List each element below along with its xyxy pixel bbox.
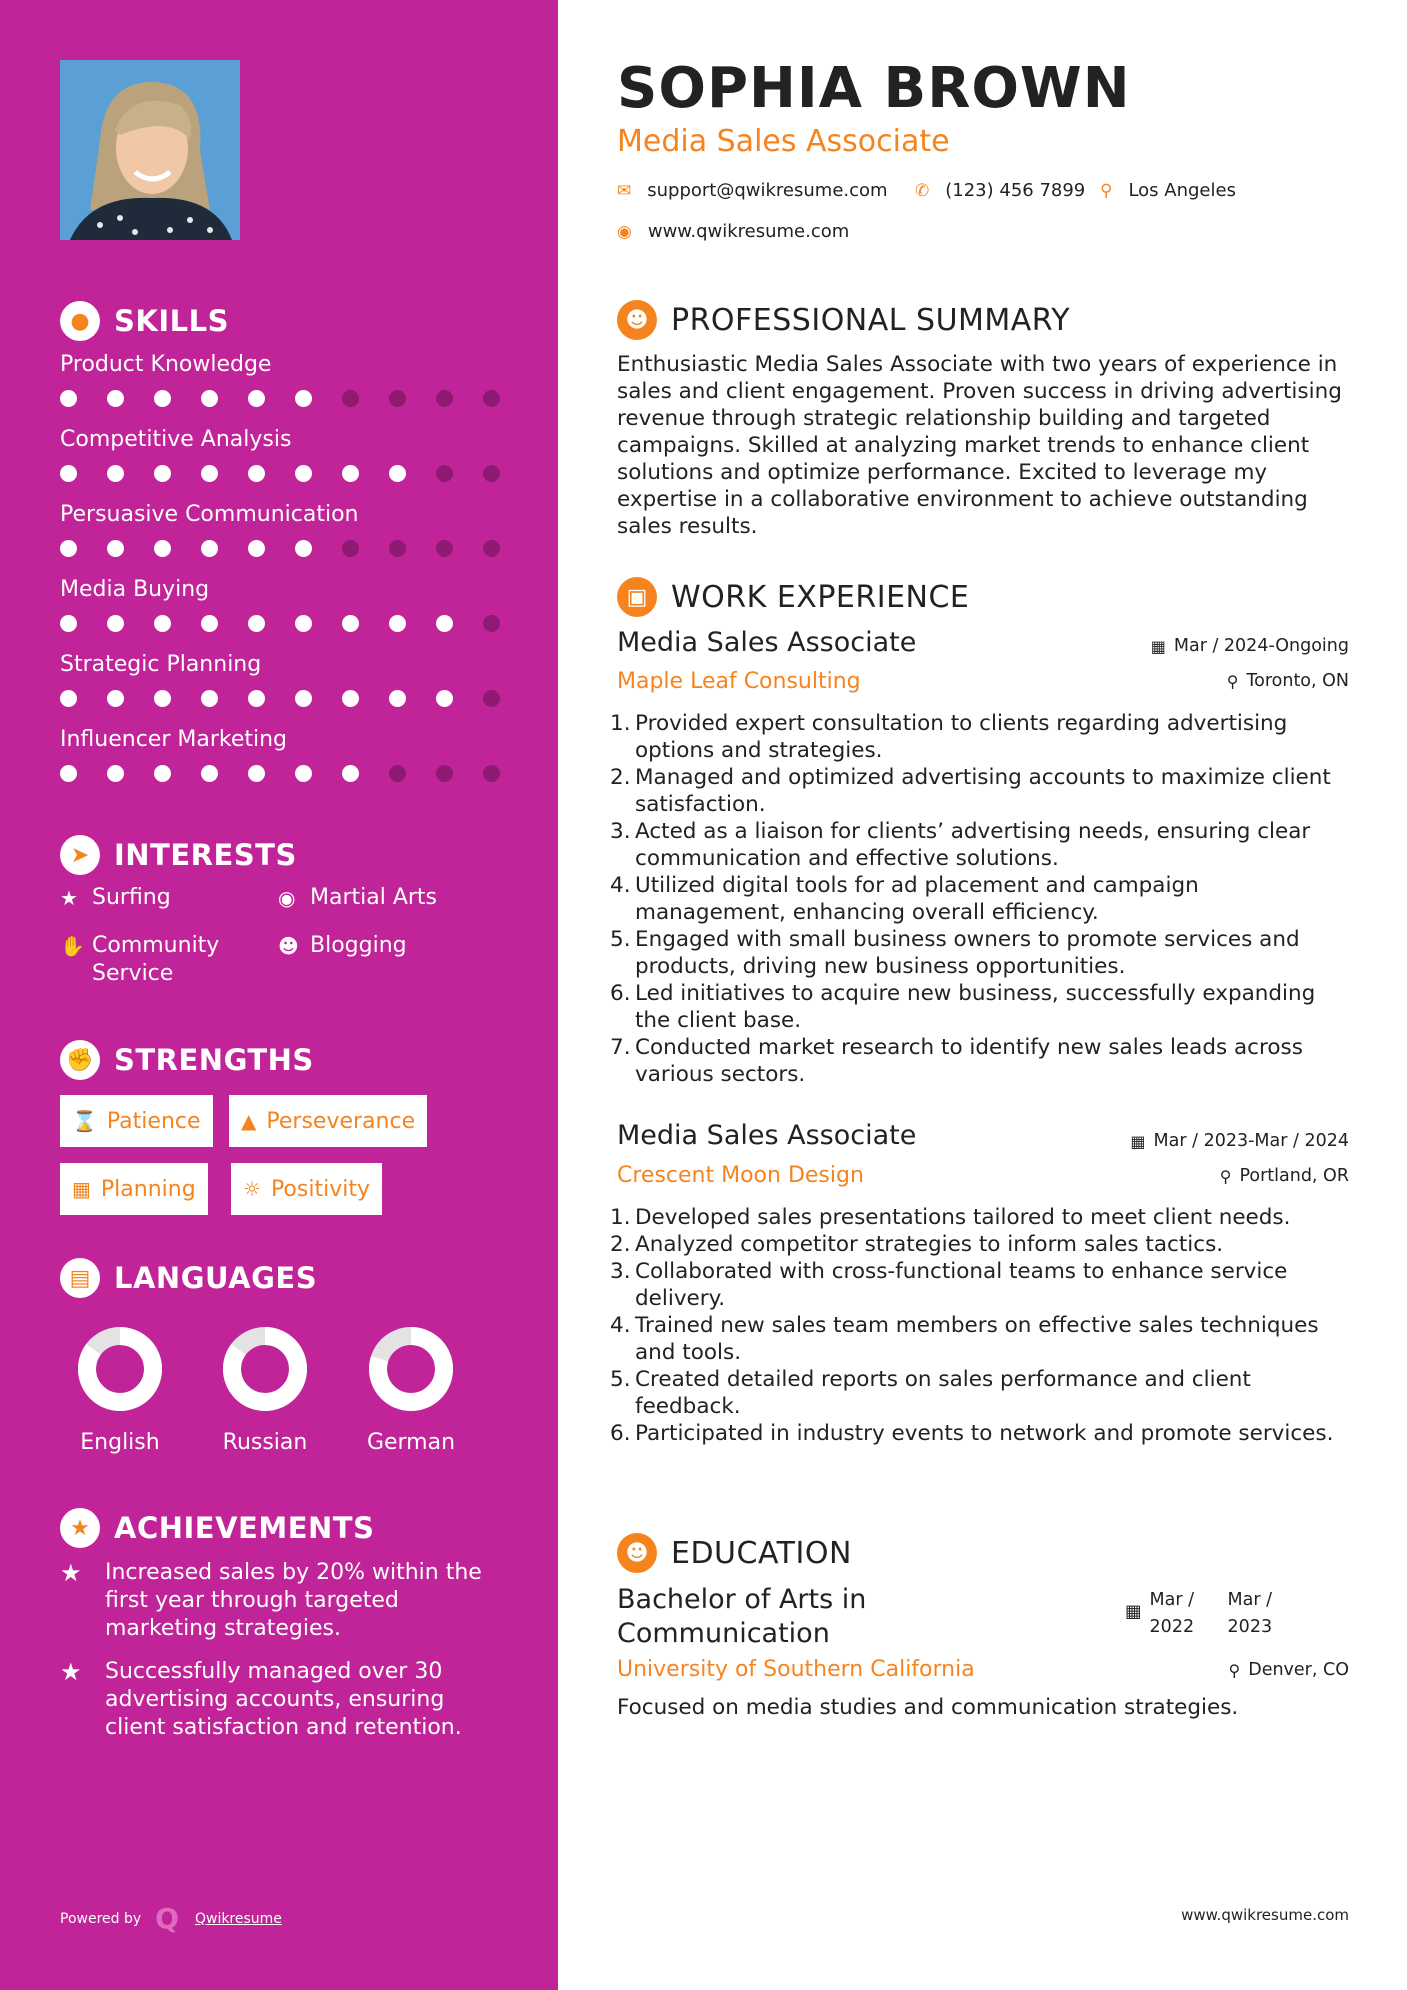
rating-dot (342, 540, 359, 557)
qwikresume-link[interactable]: Qwikresume (194, 1910, 282, 1927)
language-proficiency-ring (368, 1326, 454, 1412)
rating-dot (295, 690, 312, 707)
rating-dot (248, 765, 265, 782)
interest-item: ◉ Martial Arts (278, 885, 438, 910)
website-contact[interactable]: ◉ www.qwikresume.com (617, 221, 850, 242)
duty-item: Utilized digital tools for ad placement and campaign management, enhancing overall efficiency. (635, 873, 1199, 925)
globe-icon: ◉ (617, 221, 632, 242)
strength-chip: ⌛ Patience (60, 1095, 213, 1147)
achievements-heading: ★ ACHIEVEMENTS (60, 1508, 374, 1548)
summary-heading: ☻ PROFESSIONAL SUMMARY (617, 300, 1070, 340)
language-icon: ▤ (60, 1258, 100, 1298)
rating-dot (295, 540, 312, 557)
rating-dot (201, 540, 218, 557)
company-name: Maple Leaf Consulting (617, 669, 861, 694)
experience-heading: ▣ WORK EXPERIENCE (617, 577, 969, 617)
duty-item: Provided expert consultation to clients regarding advertising options and strategies. (635, 711, 1288, 763)
rating-dot (483, 690, 500, 707)
phone-icon: ✆ (915, 180, 930, 201)
rating-dot (248, 465, 265, 482)
achievement-item: ★ Successfully managed over 30 advertising accounts, ensuring client satisfaction and retention. (60, 1658, 462, 1740)
skill-rating (60, 690, 500, 707)
skill-rating (60, 390, 500, 407)
strengths-heading: ✊ STRENGTHS (60, 1040, 314, 1080)
footer-website[interactable]: www.qwikresume.com (1181, 1906, 1349, 1924)
language-name: English (80, 1430, 160, 1455)
hand-icon: ✋ (60, 934, 85, 958)
language-proficiency-ring (222, 1326, 308, 1412)
rating-dot (107, 390, 124, 407)
rating-dot (295, 615, 312, 632)
duty-item: Developed sales presentations tailored to meet client needs. (635, 1205, 1291, 1230)
portrait-image (60, 60, 240, 240)
skill-rating (60, 615, 500, 632)
candidate-name: SOPHIA BROWN (617, 56, 1131, 121)
rating-dot (107, 765, 124, 782)
lightbulb-icon: ● (60, 301, 100, 341)
rating-dot (389, 765, 406, 782)
sidebar (0, 0, 558, 1990)
location-contact: ⚲ Los Angeles (1100, 180, 1236, 201)
paper-plane-icon: ➤ (60, 835, 100, 875)
skill-rating (60, 765, 500, 782)
pin-icon: ⚲ (1226, 671, 1239, 691)
rating-dot (60, 765, 77, 782)
job-title: Media Sales Associate (617, 627, 917, 658)
language-item (200, 1326, 330, 1455)
graduate-icon: ☻ (617, 1533, 657, 1573)
strength-chip: ▲ Perseverance (229, 1095, 427, 1147)
rating-dot (154, 390, 171, 407)
calendar-icon: ▦ (1125, 1602, 1142, 1622)
star-icon: ★ (60, 886, 78, 910)
rating-dot (436, 615, 453, 632)
job-title: Media Sales Associate (617, 1120, 917, 1151)
education-dates: ▦ Mar / 2022 Mar / 2023 (1125, 1587, 1272, 1641)
duty-item: Conducted market research to identify new sales leads across various sectors. (635, 1035, 1303, 1087)
rating-dot (201, 390, 218, 407)
email-contact[interactable]: ✉ support@qwikresume.com (617, 180, 888, 201)
rating-dot (60, 540, 77, 557)
rating-dot (248, 390, 265, 407)
rating-dot (201, 765, 218, 782)
rating-dot (389, 615, 406, 632)
powered-by: Powered by Q Qwikresume (60, 1902, 282, 1935)
rating-dot (248, 615, 265, 632)
rating-dot (60, 390, 77, 407)
phone-contact: ✆ (123) 456 7899 (915, 180, 1086, 201)
skill-name: Product Knowledge (60, 352, 272, 377)
duty-item: Acted as a liaison for clients’ advertising needs, ensuring clear communication and effective solutions. (635, 819, 1311, 871)
skill-rating (60, 540, 500, 557)
profile-photo (60, 60, 240, 240)
sun-icon: ☼ (243, 1177, 261, 1201)
rating-dot (342, 390, 359, 407)
rating-dot (201, 465, 218, 482)
rating-dot (107, 615, 124, 632)
duty-item: Led initiatives to acquire new business, successfully expanding the client base. (635, 981, 1316, 1033)
school-name: University of Southern California (617, 1657, 975, 1682)
rating-dot (248, 690, 265, 707)
skill-item (60, 502, 500, 557)
rating-dot (154, 540, 171, 557)
strength-chip: ▦ Planning (60, 1163, 208, 1215)
map-pin-icon: ⚲ (1100, 180, 1113, 201)
skill-rating (60, 465, 500, 482)
rating-dot (389, 690, 406, 707)
language-name: Russian (222, 1430, 308, 1455)
rating-dot (436, 390, 453, 407)
rating-dot (389, 540, 406, 557)
skill-name: Media Buying (60, 577, 210, 602)
globe-icon: ◉ (278, 886, 296, 910)
achievement-item: ★ Increased sales by 20% within the first year through targeted marketing strategies. (60, 1559, 482, 1641)
rating-dot (248, 540, 265, 557)
calendar-icon: ▦ (72, 1177, 91, 1201)
users-icon: ☻ (278, 934, 299, 958)
duty-item: Collaborated with cross-functional teams to enhance service delivery. (635, 1259, 1288, 1311)
shooting-star-icon: ★ (60, 1559, 82, 1587)
rating-dot (389, 465, 406, 482)
duty-item: Created detailed reports on sales performance and client feedback. (635, 1367, 1251, 1419)
duty-item: Trained new sales team members on effective sales techniques and tools. (635, 1313, 1319, 1365)
rating-dot (483, 615, 500, 632)
language-item (346, 1326, 476, 1455)
duty-item: Analyzed competitor strategies to inform sales tactics. (635, 1232, 1224, 1257)
rating-dot (201, 690, 218, 707)
rating-dot (436, 690, 453, 707)
interests-heading: ➤ INTERESTS (60, 835, 297, 875)
star-badge-icon: ★ (60, 1508, 100, 1548)
interest-item: ✋ Community Service (60, 933, 220, 986)
interest-item: ★ Surfing (60, 885, 171, 910)
strength-chip: ☼ Positivity (231, 1163, 382, 1215)
duty-item: Engaged with small business owners to promote services and products, driving new business opportunities. (635, 927, 1300, 979)
rating-dot (342, 690, 359, 707)
rating-dot (342, 765, 359, 782)
rating-dot (483, 390, 500, 407)
rating-dot (154, 615, 171, 632)
qwikresume-logo-icon: Q (155, 1902, 179, 1935)
skill-item (60, 427, 500, 482)
shooting-star-icon: ★ (60, 1658, 82, 1686)
rating-dot (436, 465, 453, 482)
candidate-role: Media Sales Associate (617, 124, 950, 159)
envelope-icon: ✉ (617, 180, 632, 201)
company-name: Crescent Moon Design (617, 1163, 864, 1188)
skill-item (60, 652, 500, 707)
summary-text: Enthusiastic Media Sales Associate with two years of experience in sales and client engagement. Proven success in driving advertising revenue through strategic relationship building and targeted campaigns. Skilled at analyzing market trends to enhance client solutions and optimize performance. Excited to leverage my expertise in a collaborative environment to achieve outstanding sales results. (617, 352, 1342, 539)
calendar-icon: ▦ (1130, 1131, 1146, 1151)
rating-dot (483, 765, 500, 782)
languages-heading: ▤ LANGUAGES (60, 1258, 317, 1298)
rating-dot (154, 690, 171, 707)
skill-item (60, 577, 500, 632)
skill-name: Strategic Planning (60, 652, 262, 677)
rating-dot (107, 690, 124, 707)
job-duties (610, 1204, 1350, 1447)
briefcase-icon: ▣ (617, 577, 657, 617)
rating-dot (342, 465, 359, 482)
calendar-icon: ▦ (1150, 636, 1166, 656)
road-icon: ▲ (241, 1109, 257, 1133)
language-proficiency-ring (77, 1326, 163, 1412)
pin-icon: ⚲ (1228, 1660, 1241, 1680)
rating-dot (107, 465, 124, 482)
skills-heading: ● SKILLS (60, 301, 229, 341)
user-icon: ☻ (617, 300, 657, 340)
rating-dot (60, 465, 77, 482)
education-heading: ☻ EDUCATION (617, 1533, 852, 1573)
skill-name: Persuasive Communication (60, 502, 359, 527)
duty-item: Managed and optimized advertising accounts to maximize client satisfaction. (635, 765, 1331, 817)
rating-dot (436, 540, 453, 557)
rating-dot (436, 765, 453, 782)
education-description: Focused on media studies and communication strategies. (617, 1695, 1239, 1720)
education-location: ⚲ Denver, CO (1228, 1660, 1349, 1680)
rating-dot (342, 615, 359, 632)
rating-dot (107, 540, 124, 557)
job-dates: ▦ Mar / 2023-Mar / 2024 (1130, 1131, 1349, 1151)
job-location: ⚲ Portland, OR (1219, 1166, 1349, 1186)
rating-dot (201, 615, 218, 632)
language-name: German (366, 1430, 456, 1455)
job-duties (610, 710, 1350, 1088)
rating-dot (295, 390, 312, 407)
rating-dot (295, 465, 312, 482)
job-dates: ▦ Mar / 2024-Ongoing (1150, 636, 1349, 656)
rating-dot (154, 465, 171, 482)
skill-item (60, 727, 500, 782)
job-location: ⚲ Toronto, ON (1226, 671, 1349, 691)
fist-icon: ✊ (60, 1040, 100, 1080)
interest-item: ☻ Blogging (278, 933, 407, 958)
rating-dot (295, 765, 312, 782)
duty-item: Participated in industry events to network and promote services. (635, 1421, 1334, 1446)
degree-title: Bachelor of Arts in Communication (617, 1584, 867, 1649)
hourglass-icon: ⌛ (72, 1109, 97, 1133)
rating-dot (483, 465, 500, 482)
rating-dot (60, 690, 77, 707)
language-item (55, 1326, 185, 1455)
skill-item (60, 352, 500, 407)
skill-name: Influencer Marketing (60, 727, 288, 752)
rating-dot (60, 615, 77, 632)
rating-dot (389, 390, 406, 407)
skill-name: Competitive Analysis (60, 427, 292, 452)
pin-icon: ⚲ (1219, 1166, 1232, 1186)
rating-dot (483, 540, 500, 557)
rating-dot (154, 765, 171, 782)
